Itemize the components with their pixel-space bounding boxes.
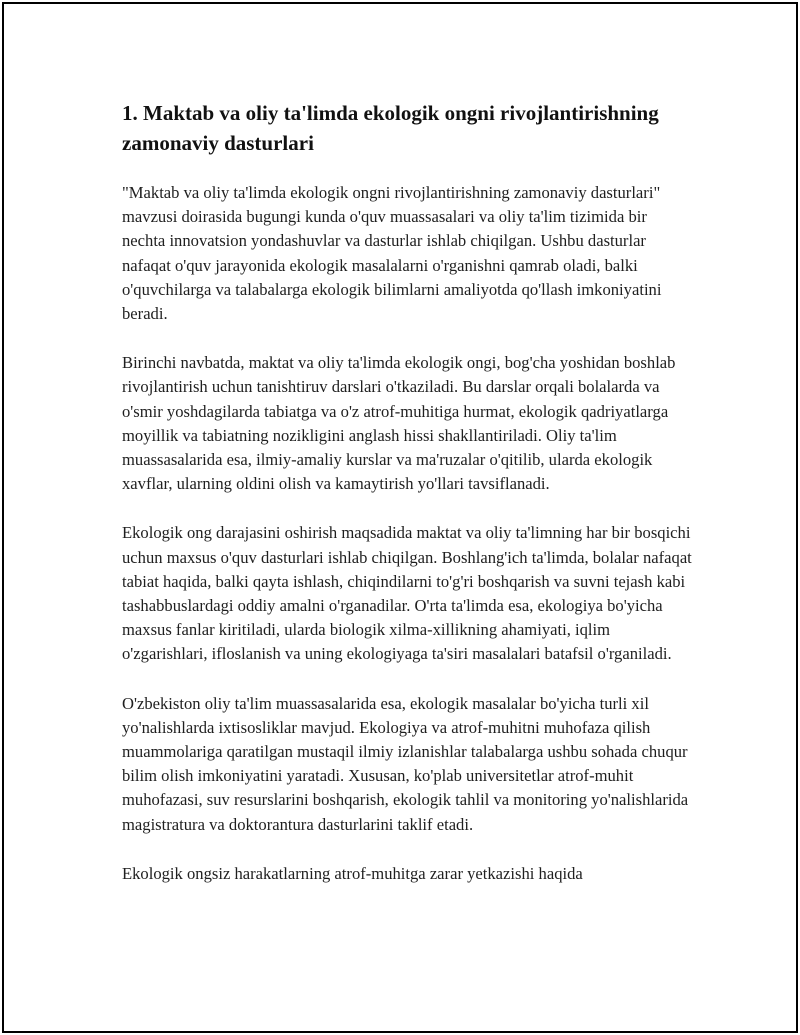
paragraph-3: Ekologik ong darajasini oshirish maqsadida maktat va oliy ta'limning har bir bosqichi uchun maxsus o'quv dasturlari ishlab chiqilgan. Boshlang'ich ta'limda, bolalar nafaqat tabiat haqida, balki qayta ishlash, chiqindilarni to'g'ri boshqarish va suvni tejash kabi tashabbuslardagi oddiy amalni o'rganadilar. O'rta ta'limda esa, ekologiya bo'yicha maxsus fanlar kiritiladi, ularda biologik xilma-xillikning ahamiyati, iqlim o'zgarishlari, ifloslanish va uning ekologiyaga ta'siri masalalari batafsil o'rganiladi. <box>122 523 692 664</box>
page-frame <box>2 2 798 1033</box>
document-body <box>122 98 694 911</box>
paragraph-2: Birinchi navbatda, maktat va oliy ta'limda ekologik ongi, bog'cha yoshidan boshlab rivojlantirish uchun tanishtiruv darslari o'tkaziladi. Bu darslar orqali bolalarda va o'smir yoshdagilarda tabiatga va o'z atrof-muhitiga hurmat, ekologik qadriyatlarga moyillik va tabiatning nozikligini anglash hissi shakllantiriladi. Oliy ta'lim muassasalarida esa, ilmiy-amaliy kurslar va ma'ruzalar o'qitilib, ularda ekologik xavflar, ularning oldini olish va kamaytirish yo'llari tavsiflanadi. <box>122 353 676 494</box>
paragraph-1: "Maktab va oliy ta'limda ekologik ongni rivojlantirishning zamonaviy dasturlari" mavzusi doirasida bugungi kunda o'quv muassasalari va oliy ta'lim tizimida bir nechta innovatsion yondashuvlar va dasturlar ishlab chiqilgan. Ushbu dasturlar nafaqat o'quv jarayonida ekologik masalalarni o'rganishni qamrab oladi, balki o'quvchilarga va talabalarga ekologik bilimlarni amaliyotda qo'llash imkoniyatini beradi. <box>122 183 662 324</box>
paragraph-4: O'zbekiston oliy ta'lim muassasalarida esa, ekologik masalalar bo'yicha turli xil yo'nalishlarda ixtisosliklar mavjud. Ekologiya va atrof-muhitni muhofaza qilish muammolariga qaratilgan mustaqil ilmiy izlanishlar talabalarga ushbu sohada chuqur bilim olish imkoniyatini yaratadi. Xususan, ko'plab universitetlar atrof-muhit muhofazasi, suv resurslarini boshqarish, ekologik tahlil va monitoring yo'nalishlarida magistratura va doktorantura dasturlarini taklif etadi. <box>122 693 689 834</box>
section-heading: 1. Maktab va oliy ta'limda ekologik ongni rivojlantirishning zamonaviy dasturlari <box>122 101 659 155</box>
paragraph-5: Ekologik ongsiz harakatlarning atrof-muhitga zarar yetkazishi haqida <box>122 863 583 883</box>
